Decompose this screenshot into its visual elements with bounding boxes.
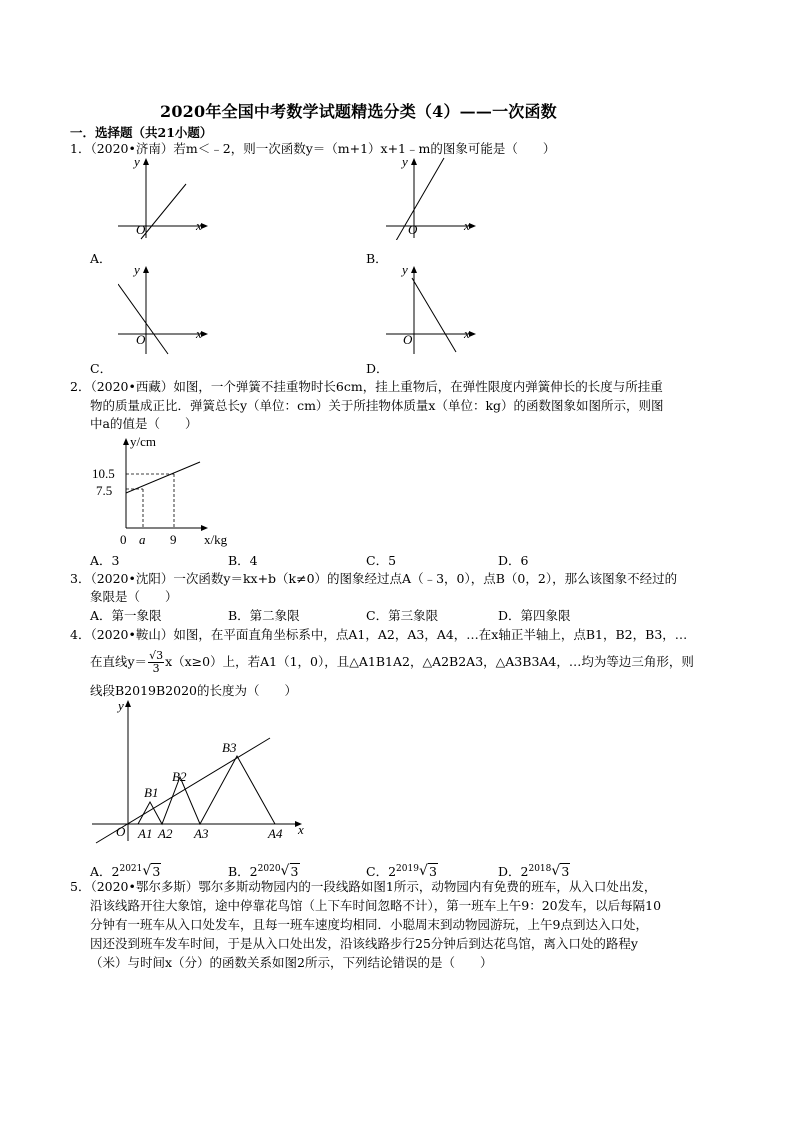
q1-option-a[interactable]: A． bbox=[90, 251, 112, 266]
q4-line2 bbox=[90, 650, 694, 675]
q1-graph-a bbox=[118, 156, 218, 240]
q4-a2: A2 bbox=[158, 826, 173, 841]
q2-ylabel: y/cm bbox=[130, 434, 156, 449]
q5-line4: 因还没到班车发车时间，于是从入口处出发，沿该线路步行25分钟后到达花鸟馆，离入口处的路程y bbox=[90, 936, 638, 951]
q2-option-b[interactable]: B．4 bbox=[228, 553, 258, 568]
q1c-y-label: y bbox=[134, 264, 140, 277]
q3-line1: 3．（2020•沈阳）一次函数y＝kx+b（k≠0）的图象经过点A（﹣3，0），点B（0，2），那么该图象不经过的 bbox=[70, 571, 678, 586]
q1a-x-label: x bbox=[196, 218, 202, 233]
q1-option-c[interactable]: C． bbox=[90, 361, 113, 376]
q2-xtick-9: 9 bbox=[170, 532, 177, 547]
q2-option-d[interactable]: D．6 bbox=[498, 553, 529, 568]
q2-graph bbox=[86, 432, 246, 550]
q1a-origin: O bbox=[136, 222, 146, 237]
q4-opt-a-exp: 2021 bbox=[119, 864, 143, 874]
q4-origin: O bbox=[116, 824, 126, 839]
q1-option-b[interactable]: B． bbox=[366, 251, 388, 266]
q1-graph-b bbox=[386, 156, 486, 240]
q2-ytick-7-5: 7.5 bbox=[96, 483, 113, 498]
q4-opt-d-exp: 2018 bbox=[528, 864, 552, 874]
q4-line1: 4．（2020•鞍山）如图，在平面直角坐标系中，点A1，A2，A3，A4，…在x轴正半轴上，点B1，B2，B3，… bbox=[70, 627, 688, 642]
q2-line3: 中a的值是（ ） bbox=[90, 416, 198, 431]
q4-x-label: x bbox=[298, 822, 304, 837]
q5-line5: （米）与时间x（分）的函数关系如图2所示，下列结论错误的是（ ） bbox=[90, 955, 493, 970]
q2-line2: 物的质量成正比．弹簧总长y（单位：cm）关于所挂物体质量x（单位：kg）的函数图象如图所示，则图 bbox=[90, 398, 664, 413]
q5-line2: 沿该线路开往大象馆，途中停靠花鸟馆（上下车时间忽略不计），第一班车上午9：20发车，以后每隔10 bbox=[90, 898, 662, 913]
q4-opt-c-base: C．2 bbox=[366, 864, 397, 880]
q4-opt-b-sqrt: √ 3 bbox=[280, 863, 299, 880]
q1c-x-label: x bbox=[196, 326, 202, 341]
q3-line2: 象限是（ ） bbox=[90, 589, 178, 604]
q2-option-c[interactable]: C．5 bbox=[366, 553, 397, 568]
q4-fraction bbox=[148, 650, 164, 675]
q3-option-d[interactable]: D．第四象限 bbox=[498, 608, 571, 623]
q2-xtick-0: 0 bbox=[120, 532, 127, 547]
q1-graph-c bbox=[118, 264, 218, 356]
q2-xlabel: x/kg bbox=[204, 532, 228, 547]
q4-opt-c-sqrt: √ 3 bbox=[418, 863, 437, 880]
q1c-origin: O bbox=[136, 332, 146, 347]
q4-graph bbox=[92, 696, 322, 846]
q3-option-b[interactable]: B．第二象限 bbox=[228, 608, 300, 623]
q4-b2: B2 bbox=[172, 769, 187, 784]
q4-line2-pre: 在直线y＝ bbox=[90, 654, 148, 669]
page-title: 2020年全国中考数学试题精选分类（4）——一次函数 bbox=[160, 102, 557, 121]
q1d-y-label: y bbox=[402, 264, 408, 277]
q1d-x-label: x bbox=[464, 326, 470, 341]
q4-opt-a-sqrt: √ 3 bbox=[142, 863, 161, 880]
q5-line3: 分钟有一班车从入口处发车，且每一班车速度均相同．小聪周末到动物园游玩，上午9点到达入口处， bbox=[90, 917, 648, 932]
q1d-origin: O bbox=[403, 332, 413, 347]
q1-stem: 1．（2020•济南）若m＜﹣2，则一次函数y＝（m+1）x+1﹣m的图象可能是（ ） bbox=[70, 141, 556, 156]
q3-option-a[interactable]: A．第一象限 bbox=[90, 608, 162, 623]
q1b-y-label: y bbox=[402, 156, 408, 169]
q4-opt-b-exp: 2020 bbox=[257, 864, 281, 874]
section-heading: 一．选择题（共21小题） bbox=[70, 125, 213, 140]
q4-b3: B3 bbox=[222, 740, 237, 755]
q2-ytick-10-5: 10.5 bbox=[92, 466, 115, 481]
q4-b1: B1 bbox=[144, 785, 159, 800]
q4-frac-num: √3 bbox=[149, 649, 164, 662]
q1-option-d[interactable]: D． bbox=[366, 361, 389, 376]
q2-option-a[interactable]: A．3 bbox=[90, 553, 120, 568]
q4-frac-den: 3 bbox=[152, 662, 160, 675]
q1b-origin: O bbox=[408, 222, 418, 237]
q4-opt-b-base: B．2 bbox=[228, 864, 258, 880]
q4-line2-post: x（x≥0）上，若A1（1，0），且△A1B1A2，△A2B2A3，△A3B3A4，…均为等边三角形，则 bbox=[165, 654, 694, 669]
q5-line1: 5．（2020•鄂尔多斯）鄂尔多斯动物园内的一段线路如图1所示，动物园内有免费的班车，从入口处出发， bbox=[70, 879, 657, 894]
q4-line3: 线段B2019B2020的长度为（ ） bbox=[90, 683, 297, 698]
q1b-x-label: x bbox=[464, 218, 470, 233]
q4-a3: A3 bbox=[194, 826, 209, 841]
q1a-y-label: y bbox=[134, 156, 140, 169]
q4-opt-d-base: D．2 bbox=[498, 864, 529, 880]
q4-opt-d-sqrt: √ 3 bbox=[551, 863, 570, 880]
q4-a1: A1 bbox=[138, 826, 153, 841]
q4-opt-c-exp: 2019 bbox=[396, 864, 419, 874]
q2-line1: 2．（2020•西藏）如图，一个弹簧不挂重物时长6cm，挂上重物后，在弹性限度内弹簧伸长的长度与所挂重 bbox=[70, 379, 663, 394]
q4-y-label: y bbox=[118, 698, 124, 713]
q4-opt-a-base: A．2 bbox=[90, 864, 120, 880]
q3-option-c[interactable]: C．第三象限 bbox=[366, 608, 439, 623]
q2-xtick-a: a bbox=[139, 532, 146, 547]
q1-graph-d bbox=[386, 264, 486, 356]
q4-a4: A4 bbox=[268, 826, 283, 841]
